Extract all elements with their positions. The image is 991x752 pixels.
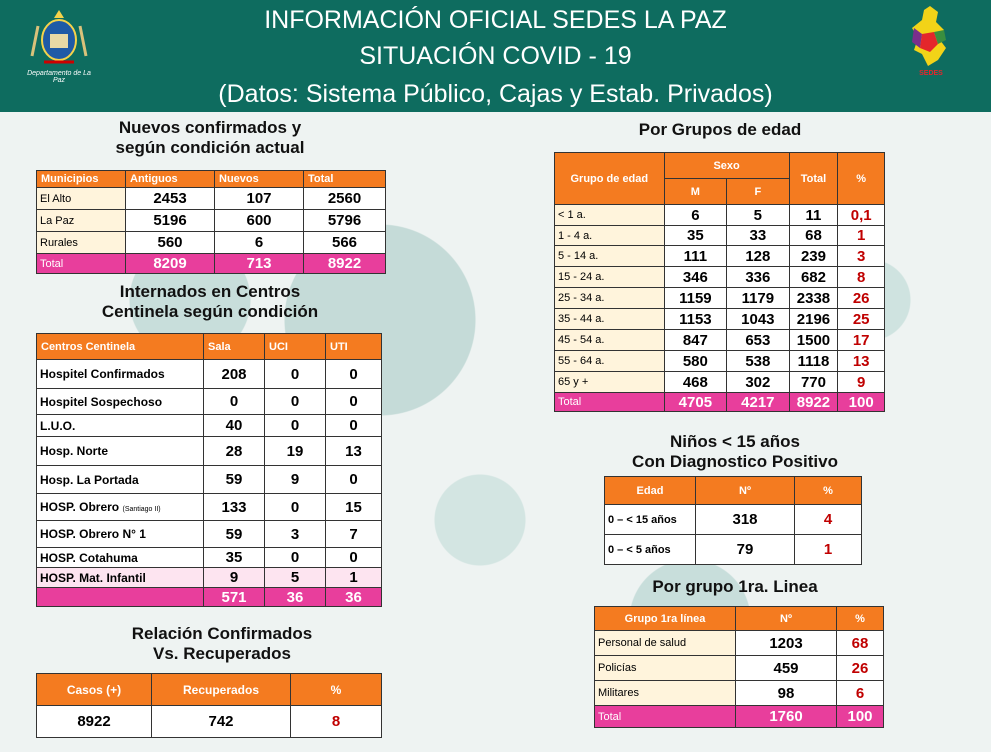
cell: 35 xyxy=(664,226,726,246)
col-header: Nº xyxy=(736,607,837,631)
table-row xyxy=(595,631,884,656)
col-header: M xyxy=(664,179,726,205)
ninos-title xyxy=(580,432,890,472)
col-header: UTI xyxy=(326,334,382,360)
col-header: % xyxy=(837,607,884,631)
cell: 302 xyxy=(727,372,789,393)
cell: 653 xyxy=(727,330,789,351)
row-label: 0 – < 15 años xyxy=(605,505,696,535)
cell: 3 xyxy=(265,521,326,548)
cell: 847 xyxy=(664,330,726,351)
table-row xyxy=(37,232,386,254)
col-header: Total xyxy=(304,171,386,188)
row-label: 5 - 14 a. xyxy=(555,246,665,267)
cell: 580 xyxy=(664,351,726,372)
col-header: Sexo xyxy=(664,153,789,179)
cell: 208 xyxy=(204,360,265,389)
col-header: Sala xyxy=(204,334,265,360)
right-logo-caption: SEDES xyxy=(919,70,943,77)
cell: 8 xyxy=(838,267,885,288)
total-label xyxy=(37,588,204,607)
table-row xyxy=(555,372,885,393)
cell: 133 xyxy=(204,494,265,521)
total-label: Total xyxy=(595,706,736,728)
cell: 6 xyxy=(664,205,726,226)
col-header: F xyxy=(727,179,789,205)
col-header: UCI xyxy=(265,334,326,360)
cell: 33 xyxy=(727,226,789,246)
cell: 15 xyxy=(326,494,382,521)
cell: 13 xyxy=(326,437,382,466)
cell: 0 xyxy=(326,389,382,415)
row-label: HOSP. Mat. Infantil xyxy=(37,568,204,588)
cell: 1153 xyxy=(664,309,726,330)
table-row xyxy=(555,309,885,330)
cell: 1203 xyxy=(736,631,837,656)
cell: 8922 xyxy=(37,706,152,738)
cell: 0 xyxy=(204,389,265,415)
table-row xyxy=(555,226,885,246)
cell: 5196 xyxy=(126,210,215,232)
cell: 0 xyxy=(265,360,326,389)
table-row xyxy=(37,210,386,232)
cell: 770 xyxy=(789,372,838,393)
total-cell: 4217 xyxy=(727,393,789,412)
table-row xyxy=(37,706,382,738)
row-label: L.U.O. xyxy=(37,415,204,437)
internados-title-line-2: Centinela según condición xyxy=(101,302,319,321)
col-header: % xyxy=(795,477,862,505)
table-row xyxy=(595,656,884,681)
table-row xyxy=(37,466,382,494)
table-row xyxy=(37,494,382,521)
total-cell: 8922 xyxy=(789,393,838,412)
edad-table xyxy=(554,152,885,412)
ninos-title-line-2: Con Diagnostico Positivo xyxy=(632,452,838,471)
cell: 98 xyxy=(736,681,837,706)
cell: 2196 xyxy=(789,309,838,330)
cell: 0,1 xyxy=(838,205,885,226)
cell: 19 xyxy=(265,437,326,466)
row-label: Policías xyxy=(595,656,736,681)
internados-title-line-1: Internados en Centros xyxy=(119,282,301,301)
row-label: 35 - 44 a. xyxy=(555,309,665,330)
row-label: Hosp. Norte xyxy=(37,437,204,466)
col-header: % xyxy=(838,153,885,205)
cell: 59 xyxy=(204,466,265,494)
cell: 13 xyxy=(838,351,885,372)
cell: 1 xyxy=(838,226,885,246)
left-logo-caption: Departamento de La Paz xyxy=(27,70,91,84)
cell: 26 xyxy=(837,656,884,681)
row-label: 45 - 54 a. xyxy=(555,330,665,351)
total-cell: 100 xyxy=(838,393,885,412)
primera-linea-title: Por grupo 1ra. Linea xyxy=(652,577,818,596)
cell: 2338 xyxy=(789,288,838,309)
cell: 59 xyxy=(204,521,265,548)
row-label-text: HOSP. Obrero xyxy=(40,500,120,514)
row-label-note: (Santiago II) xyxy=(122,506,161,513)
table-row xyxy=(555,330,885,351)
table-row xyxy=(37,568,382,588)
table-row xyxy=(555,267,885,288)
cell: 2453 xyxy=(126,188,215,210)
row-label: 55 - 64 a. xyxy=(555,351,665,372)
row-label: Personal de salud xyxy=(595,631,736,656)
cell: 1043 xyxy=(727,309,789,330)
table-row xyxy=(555,288,885,309)
cell: 538 xyxy=(727,351,789,372)
row-label: 1 - 4 a. xyxy=(555,226,665,246)
col-header: % xyxy=(291,674,382,706)
cell: 742 xyxy=(152,706,291,738)
row-label: 0 – < 5 años xyxy=(605,535,696,565)
cell: 68 xyxy=(789,226,838,246)
cell: 1 xyxy=(326,568,382,588)
cell: 9 xyxy=(265,466,326,494)
table-row xyxy=(37,389,382,415)
row-label: HOSP. Obrero N° 1 xyxy=(37,521,204,548)
cell: 0 xyxy=(265,548,326,568)
col-header: Grupo 1ra línea xyxy=(595,607,736,631)
cell: 1118 xyxy=(789,351,838,372)
cell: 566 xyxy=(304,232,386,254)
col-header: Nº xyxy=(696,477,795,505)
col-header: Antiguos xyxy=(126,171,215,188)
cell: 17 xyxy=(838,330,885,351)
cell: 68 xyxy=(837,631,884,656)
cell: 0 xyxy=(326,548,382,568)
cell: 459 xyxy=(736,656,837,681)
row-label: 65 y + xyxy=(555,372,665,393)
table-row xyxy=(595,681,884,706)
cell: 26 xyxy=(838,288,885,309)
col-header: Total xyxy=(789,153,838,205)
table-row xyxy=(605,535,862,565)
cell: 239 xyxy=(789,246,838,267)
row-label: Militares xyxy=(595,681,736,706)
nuevos-title-line-1: Nuevos confirmados y xyxy=(118,118,302,137)
total-row xyxy=(37,588,382,607)
cell: 346 xyxy=(664,267,726,288)
cell: 1159 xyxy=(664,288,726,309)
cell: 79 xyxy=(696,535,795,565)
cell: 5 xyxy=(265,568,326,588)
cell: 107 xyxy=(215,188,304,210)
cell: 468 xyxy=(664,372,726,393)
cell: 40 xyxy=(204,415,265,437)
relacion-table xyxy=(36,673,382,738)
cell: 6 xyxy=(837,681,884,706)
cell: 1179 xyxy=(727,288,789,309)
title-line-2: SITUACIÓN COVID - 19 xyxy=(359,42,632,70)
cell: 7 xyxy=(326,521,382,548)
cell: 28 xyxy=(204,437,265,466)
cell: 128 xyxy=(727,246,789,267)
row-label: 25 - 34 a. xyxy=(555,288,665,309)
total-cell: 8922 xyxy=(304,254,386,274)
col-header: Nuevos xyxy=(215,171,304,188)
total-row xyxy=(555,393,885,412)
total-cell: 100 xyxy=(837,706,884,728)
table-row xyxy=(605,505,862,535)
nuevos-title xyxy=(40,118,380,158)
col-header: Grupo de edad xyxy=(555,153,665,205)
cell: 2560 xyxy=(304,188,386,210)
cell: 8 xyxy=(291,706,382,738)
total-label: Total xyxy=(555,393,665,412)
cell: 0 xyxy=(326,466,382,494)
cell: 35 xyxy=(204,548,265,568)
col-header: Casos (+) xyxy=(37,674,152,706)
col-header: Edad xyxy=(605,477,696,505)
cell: 0 xyxy=(265,389,326,415)
total-row xyxy=(37,254,386,274)
total-cell: 571 xyxy=(204,588,265,607)
total-cell: 1760 xyxy=(736,706,837,728)
title-line-1: INFORMACIÓN OFICIAL SEDES LA PAZ xyxy=(264,6,727,34)
cell: 318 xyxy=(696,505,795,535)
table-row xyxy=(555,205,885,226)
table-row xyxy=(555,246,885,267)
row-label: El Alto xyxy=(37,188,126,210)
cell: 9 xyxy=(838,372,885,393)
table-row xyxy=(37,521,382,548)
table-row xyxy=(37,415,382,437)
row-label: < 1 a. xyxy=(555,205,665,226)
relacion-title-line-1: Relación Confirmados xyxy=(131,624,313,643)
col-header: Centros Centinela xyxy=(37,334,204,360)
header-banner xyxy=(0,0,991,112)
cell: 5796 xyxy=(304,210,386,232)
total-cell: 8209 xyxy=(126,254,215,274)
internados-title xyxy=(40,282,380,322)
row-label: Hospitel Sospechoso xyxy=(37,389,204,415)
table-row xyxy=(37,437,382,466)
cell: 0 xyxy=(265,415,326,437)
row-label: HOSP. Cotahuma xyxy=(37,548,204,568)
table-row xyxy=(555,351,885,372)
cell: 682 xyxy=(789,267,838,288)
primera-linea-table xyxy=(594,606,884,728)
total-cell: 36 xyxy=(326,588,382,607)
row-label: Rurales xyxy=(37,232,126,254)
cell: 6 xyxy=(215,232,304,254)
title-line-3: (Datos: Sistema Público, Cajas y Estab. Privados) xyxy=(218,80,773,108)
cell: 560 xyxy=(126,232,215,254)
edad-title: Por Grupos de edad xyxy=(638,120,802,139)
cell: 3 xyxy=(838,246,885,267)
cell: 4 xyxy=(795,505,862,535)
cell: 111 xyxy=(664,246,726,267)
row-label: La Paz xyxy=(37,210,126,232)
cell: 0 xyxy=(326,415,382,437)
table-row xyxy=(37,360,382,389)
total-cell: 713 xyxy=(215,254,304,274)
total-row xyxy=(595,706,884,728)
cell: 0 xyxy=(326,360,382,389)
total-label: Total xyxy=(37,254,126,274)
cell: 0 xyxy=(265,494,326,521)
cell: 1 xyxy=(795,535,862,565)
sedes-map-logo xyxy=(900,4,962,84)
cell: 1500 xyxy=(789,330,838,351)
row-label: 15 - 24 a. xyxy=(555,267,665,288)
row-label: Hospitel Confirmados xyxy=(37,360,204,389)
relacion-title-line-2: Vs. Recuperados xyxy=(153,644,291,663)
cell: 25 xyxy=(838,309,885,330)
col-header: Recuperados xyxy=(152,674,291,706)
nuevos-title-line-2: según condición actual xyxy=(115,138,305,157)
cell: 600 xyxy=(215,210,304,232)
total-cell: 4705 xyxy=(664,393,726,412)
ninos-table xyxy=(604,476,862,565)
cell: 11 xyxy=(789,205,838,226)
ninos-title-line-1: Niños < 15 años xyxy=(670,432,800,451)
internados-table xyxy=(36,333,382,607)
row-label xyxy=(37,494,204,521)
row-label: Hosp. La Portada xyxy=(37,466,204,494)
table-row xyxy=(37,188,386,210)
relacion-title xyxy=(60,624,384,664)
cell: 336 xyxy=(727,267,789,288)
col-header: Municipios xyxy=(37,171,126,188)
table-row xyxy=(37,548,382,568)
total-cell: 36 xyxy=(265,588,326,607)
cell: 5 xyxy=(727,205,789,226)
nuevos-table xyxy=(36,170,386,274)
cell: 9 xyxy=(204,568,265,588)
